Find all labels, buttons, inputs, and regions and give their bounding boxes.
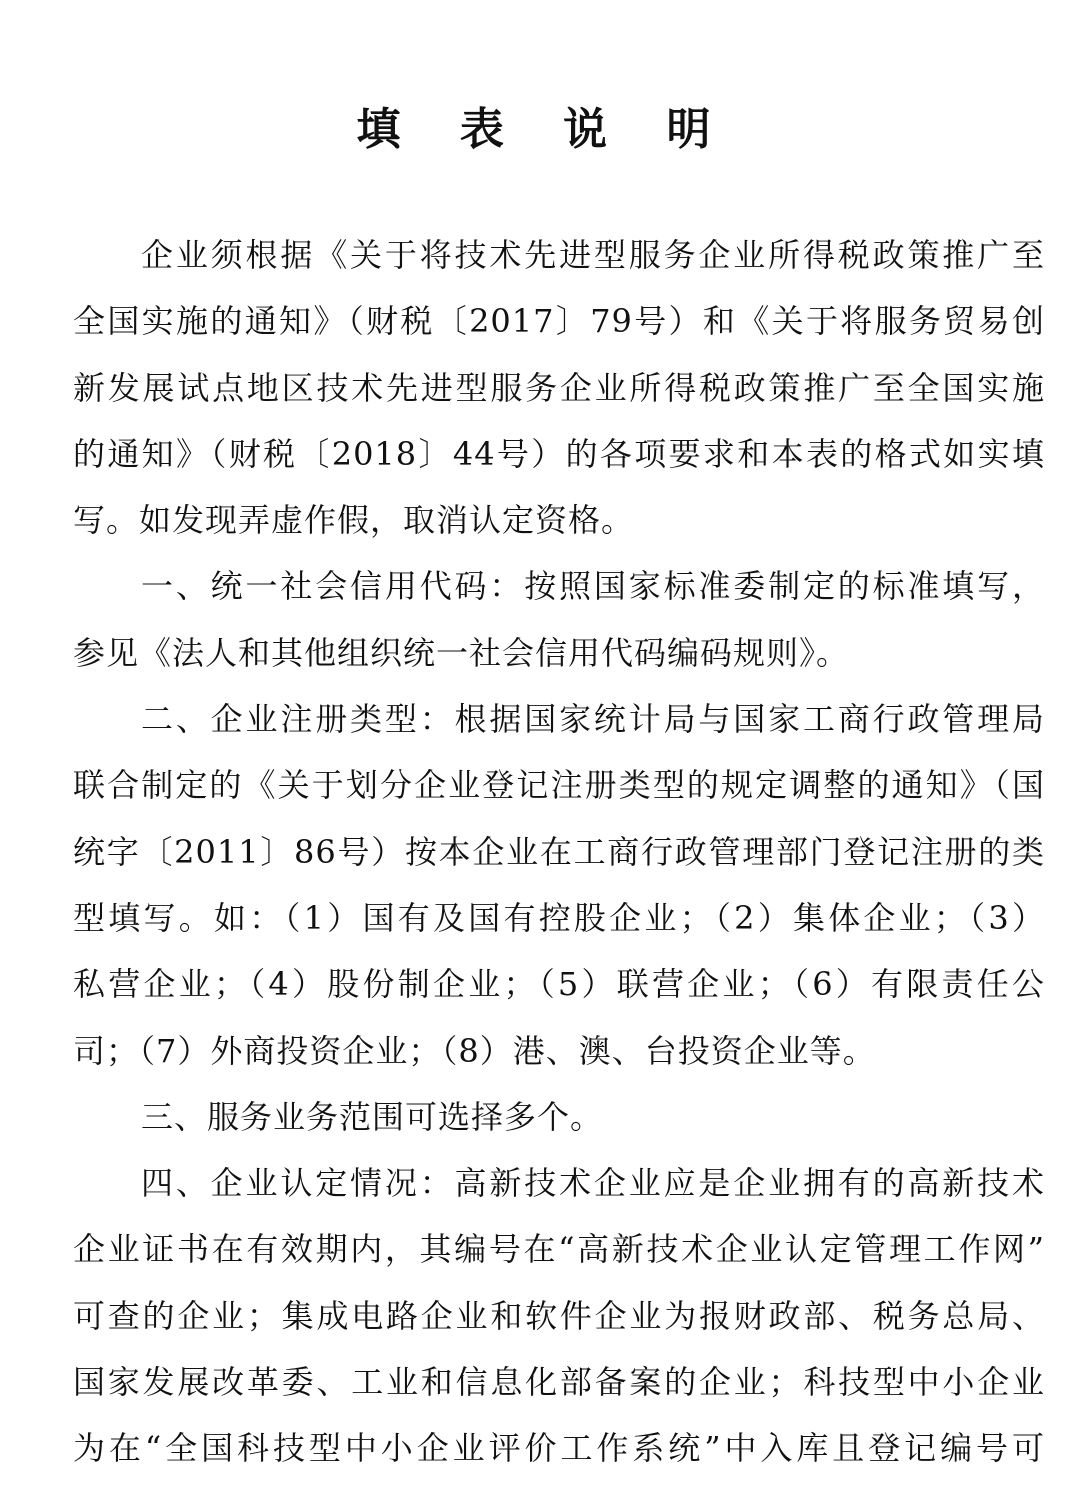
text-line: 写。如发现弄虚作假，取消认定资格。 <box>73 501 635 540</box>
text-line: 可查的企业；集成电路企业和软件企业为报财政部、税务总局、 <box>73 1296 1045 1335</box>
text-line: 联合制定的《关于划分企业登记注册类型的规定调整的通知》（国 <box>73 766 1045 805</box>
paragraph-item-4 <box>73 1150 1045 1481</box>
text-line: 司；（7）外商投资企业；（8）港、澳、台投资企业等。 <box>73 1031 876 1070</box>
text-line: 型填写。如：（1）国有及国有控股企业；（2）集体企业；（3） <box>73 898 1045 937</box>
paragraph-item-2 <box>73 686 1045 1084</box>
text-line: 一、统一社会信用代码：按照国家标准委制定的标准填写， <box>141 567 1045 606</box>
document-title: 填 表 说 明 <box>356 104 733 155</box>
text-line: 统字〔2011〕86号）按本企业在工商行政管理部门登记注册的类 <box>73 832 1045 871</box>
text-line: 全国实施的通知》（财税〔2017〕79号）和《关于将服务贸易创 <box>73 302 1045 341</box>
text-line: 新发展试点地区技术先进型服务企业所得税政策推广至全国实施 <box>73 368 1045 407</box>
paragraph-intro <box>73 222 1045 553</box>
text-line: 的通知》（财税〔2018〕44号）的各项要求和本表的格式如实填 <box>73 434 1045 473</box>
text-line: 为在“全国科技型中小企业评价工作系统”中入库且登记编号可 <box>73 1429 1045 1468</box>
paragraph-item-1 <box>73 553 1045 686</box>
text-line: 国家发展改革委、工业和信息化部备案的企业；科技型中小企业 <box>73 1363 1045 1402</box>
text-line: 企业须根据《关于将技术先进型服务企业所得税政策推广至 <box>141 236 1045 274</box>
document-body <box>73 222 1045 1482</box>
text-line: 私营企业；（4）股份制企业；（5）联营企业；（6）有限责任公 <box>73 965 1045 1004</box>
text-line: 企业证书在有效期内，其编号在“高新技术企业认定管理工作网” <box>73 1230 1045 1269</box>
paragraph-item-3 <box>73 1084 1045 1150</box>
text-line: 三、服务业务范围可选择多个。 <box>141 1097 604 1136</box>
text-line: 参见《法人和其他组织统一社会信用代码编码规则》。 <box>73 633 850 672</box>
text-line: 二、企业注册类型：根据国家统计局与国家工商行政管理局 <box>141 700 1045 739</box>
text-line: 四、企业认定情况：高新技术企业应是企业拥有的高新技术 <box>141 1164 1045 1203</box>
